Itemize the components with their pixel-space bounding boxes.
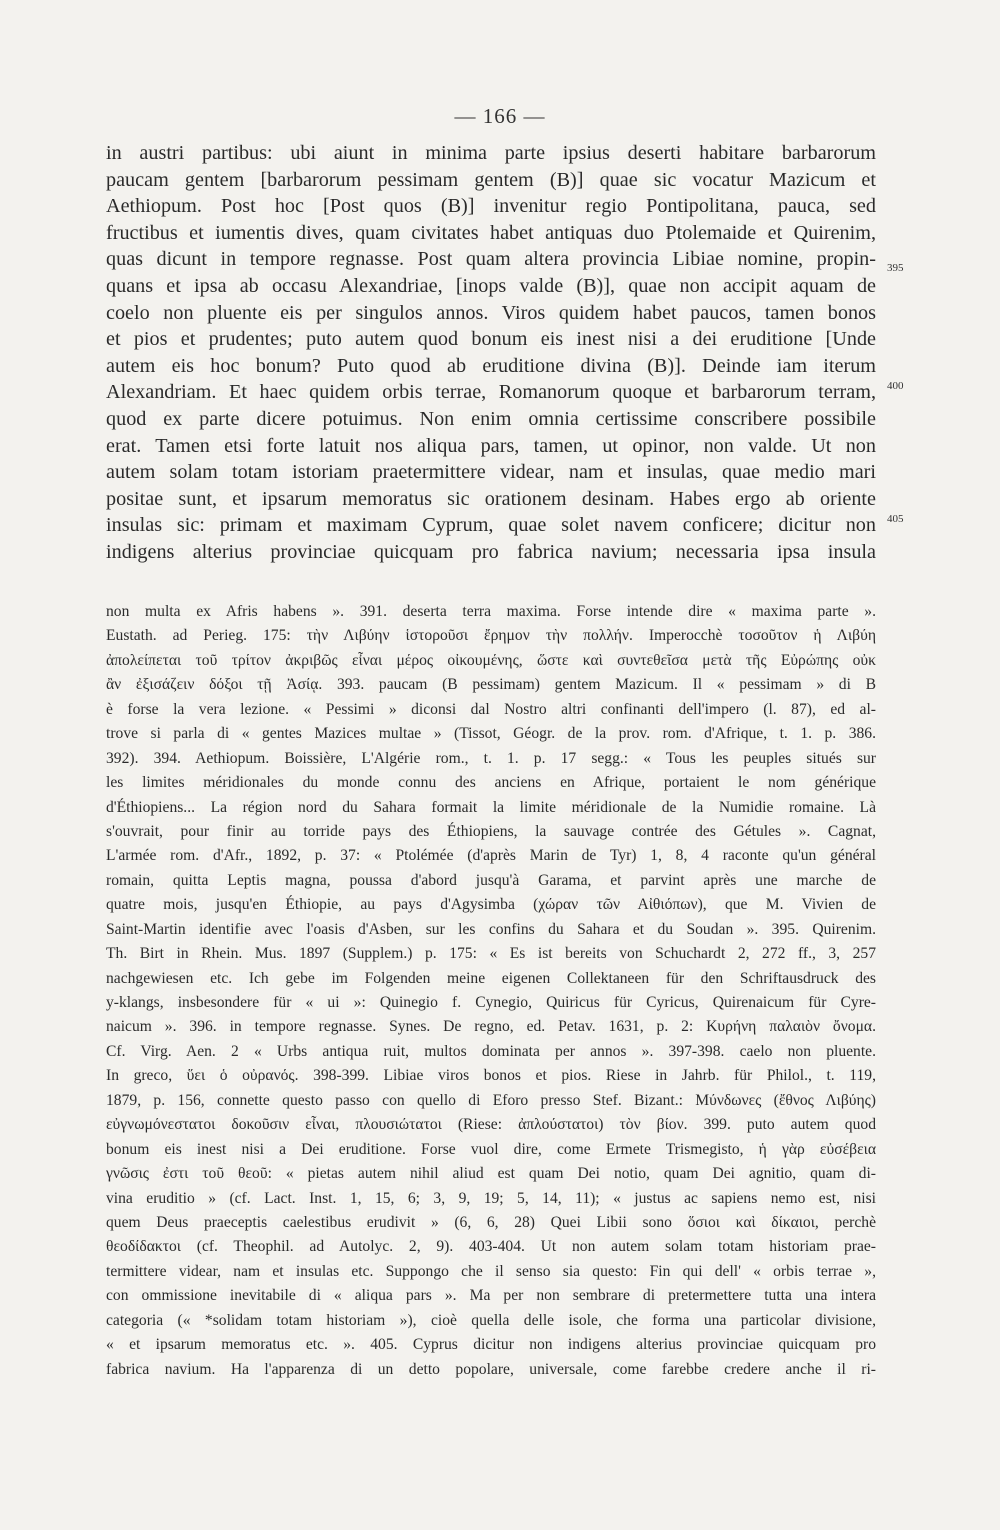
- main-text-line: indigens alterius provinciae quicquam pro fabrica navium; necessaria ipsa insula: [106, 540, 876, 563]
- footnote-line: fabrica navium. Ha l'apparenza di un detto popolare, universale, come farebbe credere anche il ri-: [106, 1360, 876, 1378]
- main-text-line: quas dicunt in tempore regnasse. Post quam altera provincia Libiae nomine, propin-: [106, 248, 876, 271]
- footnote-line: 1879, p. 156, connette questo passo con quello di Eforo presso Stef. Bizant.: Μύνδωνες (ἔθνος Λιβύης): [106, 1091, 876, 1109]
- footnote-line: bonum eis inest nisi a Dei eruditione. Forse vuol dire, come Ermete Trismegisto, ἡ γὰρ εὐσέβεια: [106, 1140, 876, 1158]
- footnote-line: L'armée rom. d'Afr., 1892, p. 37: « Ptolémée (d'après Marin de Tyr) 1, 8, 4 raconte qu'un général: [106, 847, 876, 865]
- footnote-line: naicum ». 396. in tempore regnasse. Synes. De regno, ed. Petav. 1631, p. 2: Κυρήνη παλαιὸν ὄνομα.: [106, 1018, 876, 1036]
- footnote-line: y-klangs, insbesondere für « ui »: Quinegio f. Cynegio, Quiricus für Cyricus, Quirenaicum für Cyre-: [106, 994, 876, 1011]
- footnote-line: Th. Birt in Rhein. Mus. 1897 (Supplem.) p. 175: « Es ist bereits von Schuchardt 2, 272 ff., 3, 257: [106, 945, 876, 963]
- main-text-line: et pios et prudentes; puto autem quod bonum eis inest nisi a dei eruditione [Unde: [106, 328, 876, 351]
- footnote-line: Saint-Martin identifie avec l'oasis d'Asben, sur les confins du Sahara et du Soudan ». 395. Quirenim.: [106, 920, 876, 938]
- footnote-line: γνῶσις ἐστι τοῦ θεοῦ: « pietas autem nihil aliud est quam Dei notio, quam Dei agnitio, quam di-: [106, 1165, 876, 1183]
- main-text-line: coelo non pluente eis per singulos annos. Viros quidem habet paucos, tamen bonos: [106, 301, 876, 324]
- footnote-line: 392). 394. Aethiopum. Boissière, L'Algérie rom., t. 1. p. 17 segg.: « Tous les peuples situés sur: [106, 749, 876, 767]
- footnote-line: nachgewiesen etc. Ich gebe im Folgenden meine eigenen Collektaneen für den Schriftausdruck des: [106, 969, 876, 987]
- main-text-line: paucam gentem [barbarorum pessimam gentem (B)] quae sic vocatur Mazicum et: [106, 168, 876, 191]
- footnote-line: vina eruditio » (cf. Lact. Inst. 1, 15, 6; 3, 9, 19; 5, 14, 11); « justus ac sapiens nemo est, nisi: [106, 1189, 876, 1207]
- main-text-line: erat. Tamen etsi forte latuit nos aliqua pars, tamen, ut opinor, non valde. Ut non: [106, 434, 876, 457]
- main-text-line: Alexandriam. Et haec quidem orbis terrae, Romanorum quoque et barbarorum terram,: [106, 381, 876, 404]
- line-number-400: 400: [887, 380, 904, 392]
- main-text-line: fructibus et iumentis dives, quam civitates habet antiquas duo Ptolemaide et Quirenim,: [106, 221, 876, 244]
- footnote-line: romain, quitta Leptis magna, poussa d'abord jusqu'à Garama, et parvint après une marche de: [106, 871, 876, 889]
- footnote-line: s'ouvrait, pour finir au torride pays des Éthiopiens, la sauvage contrée des Gétules ». Cagnat,: [106, 822, 876, 840]
- footnote-line: d'Éthiopiens... La région nord du Sahara formait la limite méridionale de la Numidie romaine. Là: [106, 798, 876, 816]
- footnote-line: Cf. Virg. Aen. 2 « Urbs antiqua ruit, multos dominata per annos ». 397-398. caelo non pluente.: [106, 1042, 876, 1060]
- footnote-line: quem Deus praeceptis caelestibus erudivit » (6, 6, 28) Quei Libii sono ὅσιοι καὶ δίκαιοι, perchè: [106, 1213, 876, 1231]
- main-text-line: autem solam totam istoriam praetermittere videar, nam et insulas, quae medio mari: [106, 461, 876, 484]
- main-text-line: positae sunt, et ipsarum memoratus sic orationem desinam. Habes ergo ab oriente: [106, 487, 876, 510]
- main-text-line: autem eis hoc bonum? Puto quod ab eruditione divina (B)]. Deinde iam iterum: [106, 354, 876, 377]
- footnote-line: è forse la vera lezione. « Pessimi » diconsi dal Nostro altri confinanti dell'impero (l. 87), ed al-: [106, 700, 876, 718]
- footnote-line: Eustath. ad Perieg. 175: τὴν Λιβύην ἱστοροῦσι ἔρημον τὴν πολλήν. Imperocchè τοσοῦτον ἡ Λιβύη: [106, 627, 876, 645]
- line-number-395: 395: [887, 262, 904, 274]
- footnote-line: θεοδίδακτοι (cf. Theophil. ad Autolyc. 2, 9). 403-404. Ut non autem solam totam historiam prae-: [106, 1238, 876, 1256]
- main-text: [106, 140, 876, 566]
- footnote-line: ἂν ἐξισάζειν δόξοι τῇ Ἀσίᾳ. 393. paucam (B pessimam) gentem Mazicum. Il « pessimam » di B: [106, 676, 876, 694]
- main-text-line: quod ex parte dicere potuimus. Non enim omnia certissime conscribere possibile: [106, 407, 876, 430]
- main-text-line: insulas sic: primam et maximam Cyprum, quae solet navem conficere; dicitur non: [106, 514, 876, 537]
- footnote-line: termittere videar, nam et insulas etc. Suppongo che il senso sia questo: Fin qui dell' « orbis terrae »,: [106, 1262, 876, 1280]
- footnote-line: categoria (« *solidam totam historiam »), cioè quella delle isole, che forma una particolar divisione,: [106, 1311, 876, 1329]
- main-text-line: Aethiopum. Post hoc [Post quos (B)] invenitur regio Pontipolitana, pauca, sed: [106, 195, 876, 218]
- footnote-line: non multa ex Afris habens ». 391. deserta terra maxima. Forse intende dire « maxima parte ».: [106, 603, 876, 620]
- footnote-line: quatre mois, jusqu'en Éthiopie, au pays d'Agysimba (χώραν τῶν Αἰθιόπων), que M. Vivien de: [106, 896, 876, 914]
- page-number: — 166 —: [454, 104, 546, 128]
- footnote-line: εὐγνωμόνεστατοι δοκοῦσιν εἶναι, πλουσιώτατοι (Riese: ἀπλούστατοι) τὸν βίον. 399. puto autem quod: [106, 1116, 876, 1134]
- footnote-line: con ommissione inevitabile di « aliqua pars ». Ma per non sembrare di pretermettere tutta una intera: [106, 1287, 876, 1305]
- footnote-line: « et ipsarum memoratus etc. ». 405. Cyprus dicitur non indigens alterius provinciae quicquam pro: [106, 1336, 876, 1354]
- line-number-405: 405: [887, 513, 904, 525]
- main-text-line: quans et ipsa ab occasu Alexandriae, [inops valde (B)], quae non accipit aquam de: [106, 274, 876, 297]
- main-text-line: in austri partibus: ubi aiunt in minima parte ipsius deserti habitare barbarorum: [106, 142, 876, 164]
- footnote-line: In greco, ὕει ὁ οὐρανός. 398-399. Libiae viros bonos et pios. Riese in Jahrb. für Philol., t. 119,: [106, 1067, 876, 1085]
- footnote-line: les limites méridionales du monde connu des anciens en Afrique, portaient le nom générique: [106, 774, 876, 792]
- footnotes: [106, 600, 876, 1382]
- footnote-line: ἀπολείπεται τοῦ τρίτον ἀκριβῶς εἶναι μέρος οἰκουμένης, ὥστε καὶ συντεθεῖσα μετὰ τῆς Εὐρώπης οὐκ: [106, 651, 876, 669]
- footnote-line: trove si parla di « gentes Mazices multae » (Tissot, Géogr. de la prov. rom. d'Afrique, t. 1. p. 386.: [106, 725, 876, 743]
